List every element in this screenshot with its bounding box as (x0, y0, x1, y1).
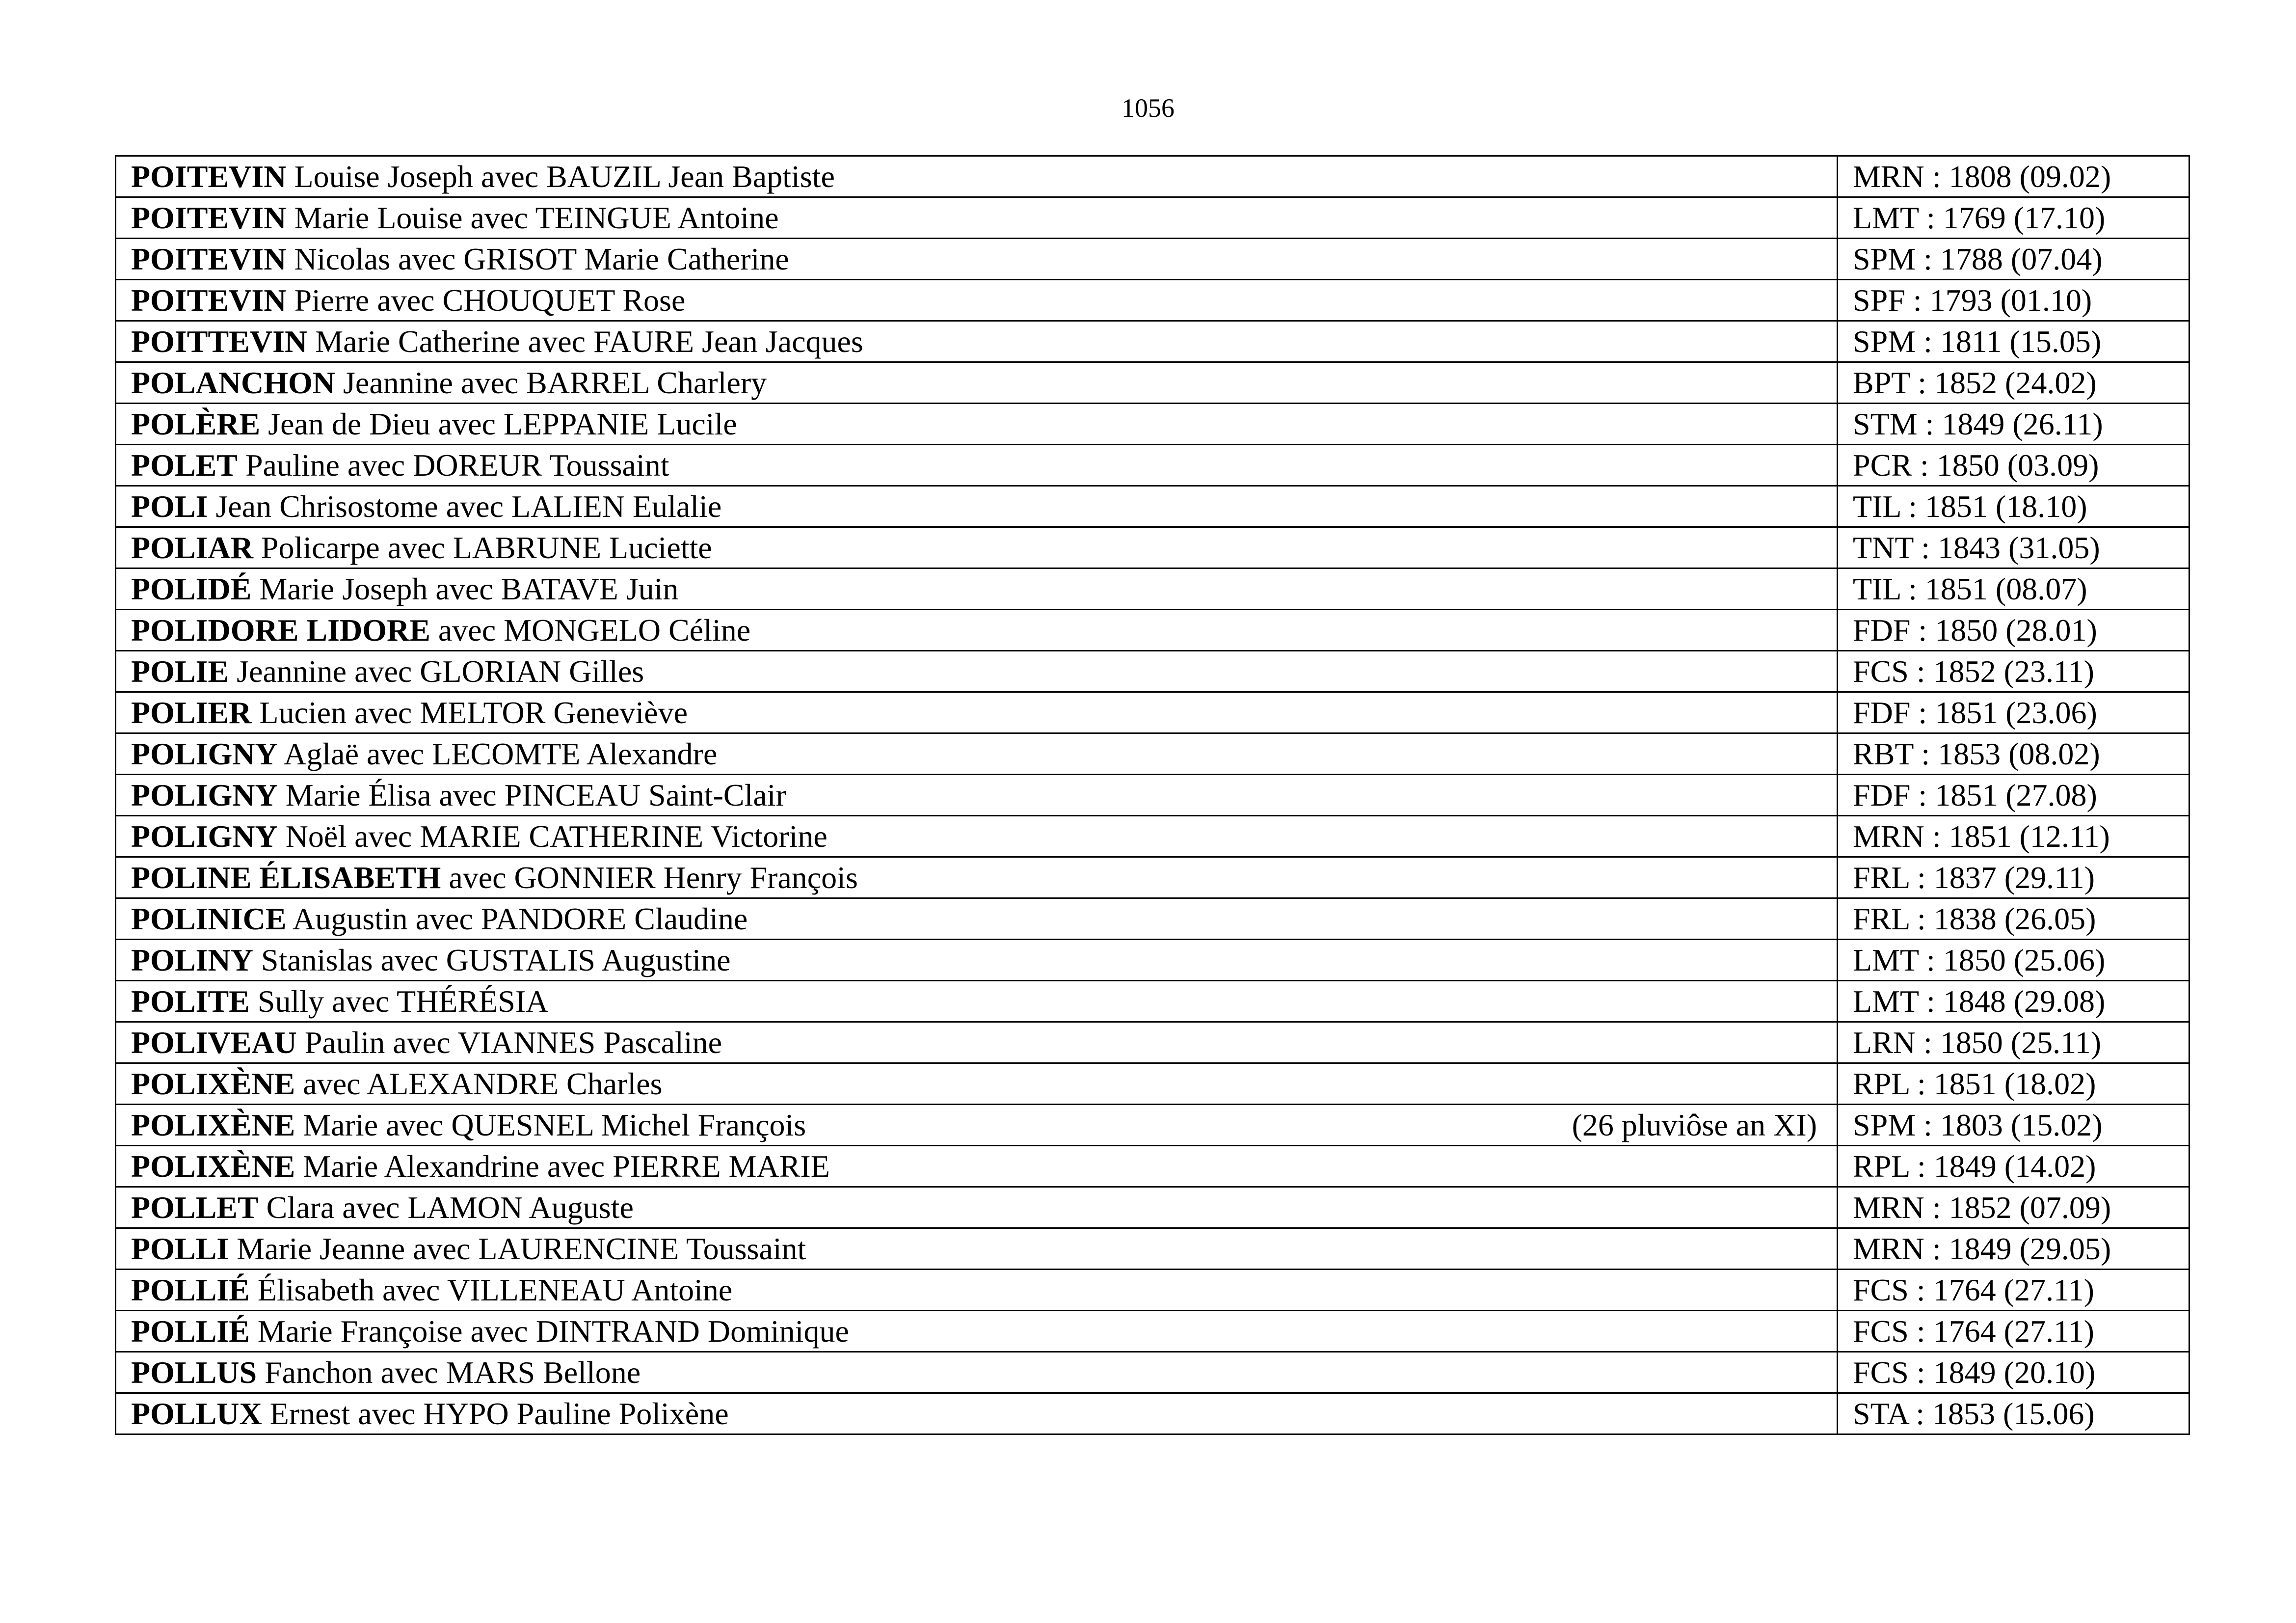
names-cell (116, 1393, 1838, 1434)
couple-names (131, 1064, 663, 1104)
names-cell (116, 1187, 1838, 1228)
given-names-and-spouse: Jeannine avec BARREL Charlery (335, 365, 767, 400)
names-cell-content (131, 693, 1822, 732)
register-reference: FDF : 1850 (28.01) (1838, 610, 2189, 651)
names-cell (116, 321, 1838, 362)
given-names-and-spouse: Pierre avec CHOUQUET Rose (286, 283, 686, 318)
surname: POLINE ÉLISABETH (131, 860, 441, 895)
surname: POLET (131, 448, 238, 483)
names-cell-content (131, 899, 1822, 939)
couple-names (131, 445, 669, 485)
names-cell (116, 1063, 1838, 1105)
given-names-and-spouse: Marie Françoise avec DINTRAND Dominique (249, 1314, 849, 1349)
surname: POITEVIN (131, 200, 287, 235)
names-cell (116, 610, 1838, 651)
register-reference: SPM : 1803 (15.02) (1838, 1105, 2189, 1146)
surname: POLIER (131, 695, 252, 730)
names-cell (116, 1146, 1838, 1187)
given-names-and-spouse: Nicolas avec GRISOT Marie Catherine (286, 242, 789, 276)
surname: POLINY (131, 943, 253, 977)
names-cell (116, 239, 1838, 280)
couple-names (131, 858, 858, 897)
surname: POLÈRE (131, 406, 261, 441)
names-cell-content (131, 1229, 1822, 1269)
names-cell (116, 940, 1838, 981)
surname: POLIGNY (131, 778, 278, 812)
couple-names (131, 528, 712, 568)
names-cell (116, 981, 1838, 1022)
date-note: (26 pluviôse an XI) (1572, 1108, 1817, 1142)
register-reference: FDF : 1851 (23.06) (1838, 692, 2189, 733)
register-reference: SPM : 1811 (15.05) (1838, 321, 2189, 362)
surname: POLLIÉ (131, 1272, 250, 1307)
register-reference: RPL : 1851 (18.02) (1838, 1063, 2189, 1105)
names-cell (116, 486, 1838, 527)
register-reference: LRN : 1850 (25.11) (1838, 1022, 2189, 1063)
table-row (116, 239, 2189, 280)
surname: POLIE (131, 654, 229, 689)
surname: POLLUX (131, 1396, 262, 1431)
names-cell-content (131, 651, 1822, 691)
couple-names (131, 363, 767, 403)
table-row (116, 1311, 2189, 1352)
names-cell-content (131, 487, 1822, 526)
names-cell-content (131, 981, 1822, 1021)
names-cell (116, 197, 1838, 239)
register-reference: RPL : 1849 (14.02) (1838, 1146, 2189, 1187)
names-cell (116, 568, 1838, 610)
couple-names (131, 734, 717, 774)
surname: POLIXÈNE (131, 1108, 295, 1142)
register-reference: FDF : 1851 (27.08) (1838, 775, 2189, 816)
names-cell-content (131, 1394, 1822, 1434)
surname: POLLUS (131, 1355, 257, 1390)
table-row (116, 156, 2189, 197)
surname: POITEVIN (131, 159, 287, 194)
couple-names (131, 322, 863, 361)
names-cell-content (131, 569, 1822, 609)
names-cell-content (131, 198, 1822, 238)
register-reference: STM : 1849 (26.11) (1838, 404, 2189, 445)
surname: POLIGNY (131, 819, 278, 854)
names-cell-content (131, 363, 1822, 403)
table-row (116, 1270, 2189, 1311)
names-cell (116, 156, 1838, 197)
couple-names (131, 1146, 830, 1186)
names-cell-content (131, 1188, 1822, 1227)
table-row (116, 733, 2189, 775)
register-reference: MRN : 1849 (29.05) (1838, 1228, 2189, 1270)
names-cell-content (131, 940, 1822, 980)
given-names-and-spouse: avec MONGELO Céline (430, 613, 751, 648)
register-reference: LMT : 1769 (17.10) (1838, 197, 2189, 239)
given-names-and-spouse: Marie Catherine avec FAURE Jean Jacques (307, 324, 863, 359)
table-row (116, 981, 2189, 1022)
couple-names (131, 651, 644, 691)
surname: POLLET (131, 1190, 259, 1225)
given-names-and-spouse: Jeannine avec GLORIAN Gilles (229, 654, 644, 689)
marriage-registry-table (115, 155, 2190, 1435)
names-cell (116, 1228, 1838, 1270)
surname: POITEVIN (131, 242, 287, 276)
names-cell-content (131, 445, 1822, 485)
table-row (116, 898, 2189, 940)
given-names-and-spouse: Marie Élisa avec PINCEAU Saint-Clair (277, 778, 786, 812)
names-cell-content (131, 1105, 1822, 1145)
table-row (116, 1146, 2189, 1187)
couple-names (131, 693, 688, 732)
surname: POLIVEAU (131, 1025, 297, 1060)
couple-names (131, 1394, 729, 1434)
given-names-and-spouse: Élisabeth avec VILLENEAU Antoine (249, 1272, 733, 1307)
names-cell (116, 692, 1838, 733)
register-reference: FRL : 1838 (26.05) (1838, 898, 2189, 940)
register-reference: MRN : 1808 (09.02) (1838, 156, 2189, 197)
surname: POLLIÉ (131, 1314, 250, 1349)
table-row (116, 445, 2189, 486)
table-row (116, 1105, 2189, 1146)
register-reference: SPM : 1788 (07.04) (1838, 239, 2189, 280)
couple-names (131, 775, 786, 815)
names-cell-content (131, 280, 1822, 320)
given-names-and-spouse: Ernest avec HYPO Pauline Polixène (262, 1396, 729, 1431)
names-cell (116, 816, 1838, 857)
table-row (116, 940, 2189, 981)
names-cell (116, 445, 1838, 486)
names-cell (116, 651, 1838, 692)
table-row (116, 775, 2189, 816)
couple-names (131, 1311, 849, 1351)
given-names-and-spouse: Marie Joseph avec BATAVE Juin (251, 571, 679, 606)
names-cell-content (131, 322, 1822, 361)
surname: POLIAR (131, 530, 253, 565)
register-reference: LMT : 1850 (25.06) (1838, 940, 2189, 981)
couple-names (131, 981, 548, 1021)
names-cell (116, 775, 1838, 816)
given-names-and-spouse: Sully avec THÉRÉSIA (249, 984, 549, 1019)
surname: POLIDORE LIDORE (131, 613, 430, 648)
names-cell-content (131, 404, 1822, 444)
register-reference: MRN : 1851 (12.11) (1838, 816, 2189, 857)
given-names-and-spouse: Fanchon avec MARS Bellone (257, 1355, 641, 1390)
table-row (116, 197, 2189, 239)
register-reference: FCS : 1852 (23.11) (1838, 651, 2189, 692)
names-cell (116, 404, 1838, 445)
couple-names (131, 1229, 806, 1269)
names-cell-content (131, 1352, 1822, 1392)
table-row (116, 362, 2189, 404)
register-reference: RBT : 1853 (08.02) (1838, 733, 2189, 775)
given-names-and-spouse: Jean de Dieu avec LEPPANIE Lucile (260, 406, 737, 441)
given-names-and-spouse: Aglaë avec LECOMTE Alexandre (277, 736, 718, 771)
names-cell-content (131, 239, 1822, 279)
given-names-and-spouse: Lucien avec MELTOR Geneviève (251, 695, 688, 730)
given-names-and-spouse: Marie Louise avec TEINGUE Antoine (286, 200, 779, 235)
couple-names (131, 816, 828, 856)
register-reference: SPF : 1793 (01.10) (1838, 280, 2189, 321)
page-number: 1056 (1121, 93, 1175, 123)
names-cell-content (131, 1146, 1822, 1186)
surname: POLANCHON (131, 365, 335, 400)
couple-names (131, 569, 678, 609)
register-reference: MRN : 1852 (07.09) (1838, 1187, 2189, 1228)
couple-names (131, 1352, 641, 1392)
table-row (116, 816, 2189, 857)
given-names-and-spouse: Marie Alexandrine avec PIERRE MARIE (295, 1149, 830, 1184)
couple-names (131, 899, 748, 939)
table-row (116, 404, 2189, 445)
table-row (116, 1352, 2189, 1393)
table-row (116, 568, 2189, 610)
couple-names (131, 157, 835, 196)
couple-names (131, 239, 789, 279)
given-names-and-spouse: avec GONNIER Henry François (441, 860, 858, 895)
table-row (116, 1022, 2189, 1063)
register-reference: FCS : 1764 (27.11) (1838, 1270, 2189, 1311)
surname: POLINICE (131, 901, 287, 936)
register-reference: TNT : 1843 (31.05) (1838, 527, 2189, 568)
table-row (116, 857, 2189, 898)
table-row (116, 1393, 2189, 1434)
given-names-and-spouse: Marie avec QUESNEL Michel François (295, 1108, 806, 1142)
surname: POLI (131, 489, 208, 524)
names-cell (116, 1352, 1838, 1393)
couple-names (131, 940, 730, 980)
names-cell-content (131, 816, 1822, 856)
names-cell (116, 857, 1838, 898)
given-names-and-spouse: Marie Jeanne avec LAURENCINE Toussaint (229, 1231, 806, 1266)
register-reference: FRL : 1837 (29.11) (1838, 857, 2189, 898)
names-cell-content (131, 1311, 1822, 1351)
couple-names (131, 1105, 806, 1145)
register-reference: PCR : 1850 (03.09) (1838, 445, 2189, 486)
names-cell (116, 1311, 1838, 1352)
given-names-and-spouse: avec ALEXANDRE Charles (295, 1066, 663, 1101)
register-reference: LMT : 1848 (29.08) (1838, 981, 2189, 1022)
table-row (116, 527, 2189, 568)
given-names-and-spouse: Noël avec MARIE CATHERINE Victorine (277, 819, 828, 854)
names-cell-content (131, 1270, 1822, 1310)
names-cell-content (131, 858, 1822, 897)
given-names-and-spouse: Stanislas avec GUSTALIS Augustine (253, 943, 731, 977)
surname: POLLI (131, 1231, 229, 1266)
surname: POITEVIN (131, 283, 287, 318)
names-cell (116, 898, 1838, 940)
surname: POITTEVIN (131, 324, 308, 359)
names-cell (116, 1105, 1838, 1146)
couple-names (131, 1270, 732, 1310)
given-names-and-spouse: Policarpe avec LABRUNE Luciette (253, 530, 712, 565)
surname: POLIGNY (131, 736, 278, 771)
names-cell (116, 280, 1838, 321)
names-cell-content (131, 734, 1822, 774)
table-row (116, 1187, 2189, 1228)
names-cell (116, 527, 1838, 568)
names-cell-content (131, 1023, 1822, 1062)
table-row (116, 610, 2189, 651)
register-reference: FCS : 1764 (27.11) (1838, 1311, 2189, 1352)
couple-names (131, 280, 685, 320)
names-cell (116, 362, 1838, 404)
register-reference: FCS : 1849 (20.10) (1838, 1352, 2189, 1393)
table-row (116, 486, 2189, 527)
given-names-and-spouse: Augustin avec PANDORE Claudine (286, 901, 748, 936)
surname: POLIXÈNE (131, 1066, 295, 1101)
register-reference: BPT : 1852 (24.02) (1838, 362, 2189, 404)
table-row (116, 321, 2189, 362)
names-cell-content (131, 775, 1822, 815)
couple-names (131, 404, 737, 444)
table-row (116, 1063, 2189, 1105)
registry-body (116, 156, 2189, 1434)
register-reference: TIL : 1851 (08.07) (1838, 568, 2189, 610)
table-row (116, 651, 2189, 692)
couple-names (131, 1188, 634, 1227)
given-names-and-spouse: Jean Chrisostome avec LALIEN Eulalie (208, 489, 722, 524)
given-names-and-spouse: Louise Joseph avec BAUZIL Jean Baptiste (286, 159, 835, 194)
table-row (116, 1228, 2189, 1270)
table-row (116, 692, 2189, 733)
couple-names (131, 610, 750, 650)
names-cell-content (131, 157, 1822, 196)
register-reference: STA : 1853 (15.06) (1838, 1393, 2189, 1434)
surname: POLIXÈNE (131, 1149, 295, 1184)
names-cell (116, 1270, 1838, 1311)
names-cell (116, 1022, 1838, 1063)
register-reference: TIL : 1851 (18.10) (1838, 486, 2189, 527)
given-names-and-spouse: Pauline avec DOREUR Toussaint (237, 448, 669, 483)
couple-names (131, 198, 778, 238)
names-cell (116, 733, 1838, 775)
names-cell-content (131, 610, 1822, 650)
names-cell-content (131, 528, 1822, 568)
surname: POLITE (131, 984, 250, 1019)
couple-names (131, 1023, 722, 1062)
table-row (116, 280, 2189, 321)
given-names-and-spouse: Paulin avec VIANNES Pascaline (296, 1025, 722, 1060)
names-cell-content (131, 1064, 1822, 1104)
couple-names (131, 487, 721, 526)
given-names-and-spouse: Clara avec LAMON Auguste (258, 1190, 634, 1225)
surname: POLIDÉ (131, 571, 252, 606)
